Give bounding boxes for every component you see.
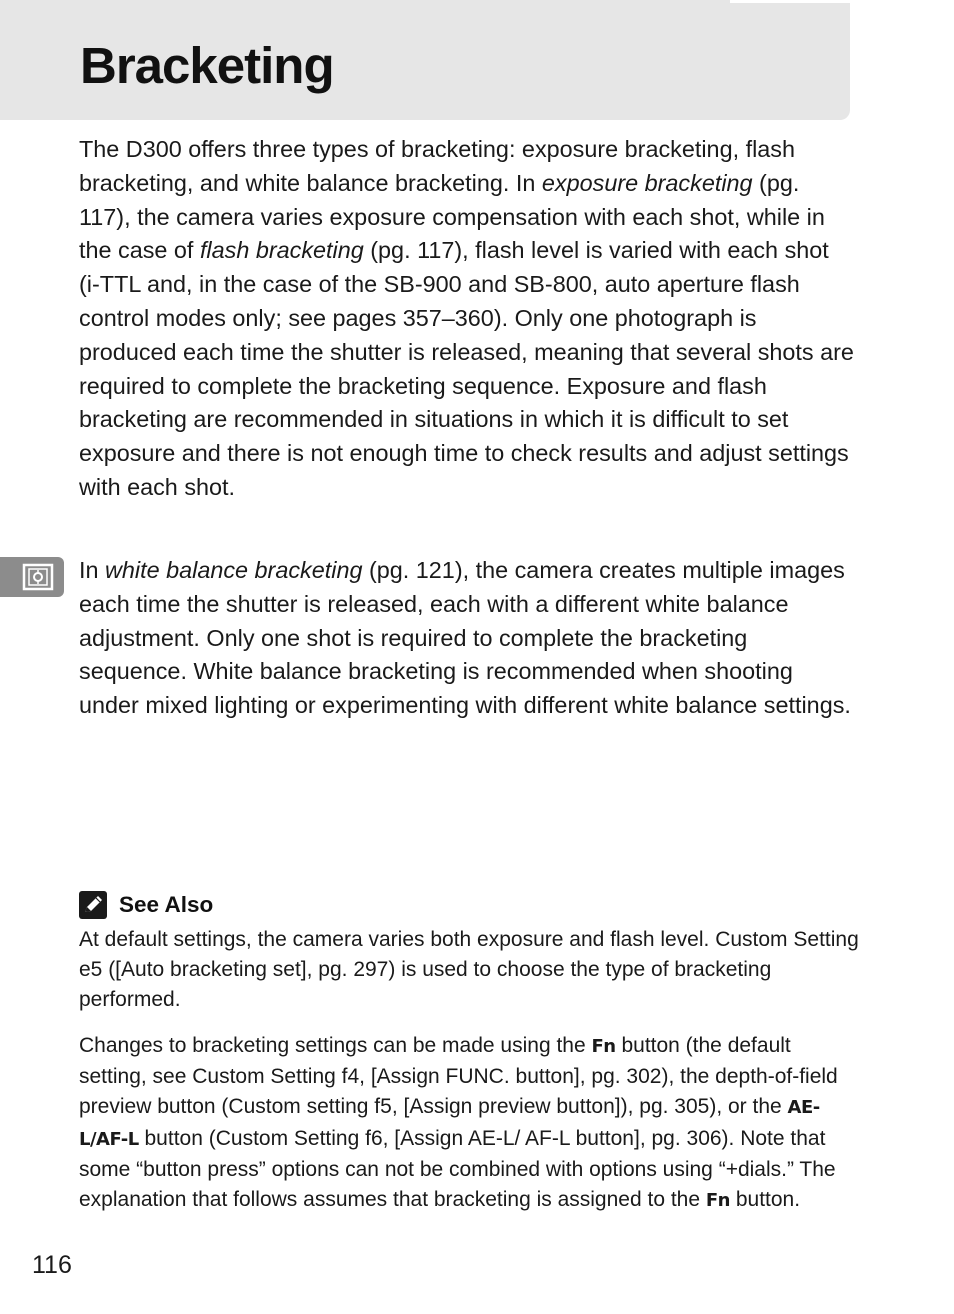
text-run: (pg. 117), flash level is varied with each shot (i-TTL and, in the case of the SB-900 and SB-800, auto aperture flash control modes only; see pages 357–360). Only one photograph is produced each time the shutter is released, meaning that several shots are required to complete the bracketing sequence. Exposure and flash bracketing are recommended in situations in which it is difficult to set exposure and there is not enough time to check results and adjust settings with each shot. bbox=[79, 237, 854, 500]
text-run: At default settings, the camera varies both exposure and flash level. Custom Setting e5 ([Auto bracketing set], pg. 297) is used to choose the type of bracketing performed. bbox=[79, 928, 859, 1012]
see-also-heading: See Also bbox=[119, 892, 214, 917]
button-name-glyph: Fn bbox=[591, 1036, 616, 1057]
text-run: button. bbox=[730, 1188, 801, 1212]
intro-paragraph-1 bbox=[79, 133, 854, 505]
see-also-paragraph-1 bbox=[79, 925, 859, 1016]
text-run: (pg. 121), the camera creates multiple images each time the shutter is released, each with a different white balance adjustment. Only one shot is required to complete the bracketing sequence. White balance bracketing is recommended when shooting under mixed lighting or experimenting with different white balance settings. bbox=[79, 557, 851, 719]
page-title: Bracketing bbox=[80, 37, 334, 94]
text-run: In bbox=[79, 557, 106, 583]
see-also-paragraph-2 bbox=[79, 1031, 859, 1216]
intro-paragraph-2-text bbox=[79, 554, 854, 723]
button-name-glyph: AE-L/AF-L bbox=[79, 1097, 820, 1150]
emphasized-term: exposure bracketing bbox=[541, 169, 753, 196]
see-also-paragraph-1-text bbox=[79, 925, 859, 1016]
section-tab-marker bbox=[0, 557, 64, 597]
text-run: (pg. 117), the camera varies exposure compensation with each shot, while in the case of bbox=[79, 169, 825, 264]
button-name-glyph: Fn bbox=[705, 1190, 730, 1212]
see-also-paragraph-2-text bbox=[79, 1031, 859, 1216]
text-run: Changes to bracketing settings can be made using the bbox=[79, 1034, 592, 1057]
emphasized-term: flash bracketing bbox=[199, 237, 364, 264]
see-also-header bbox=[79, 889, 213, 921]
text-run: button (the default setting, see Custom Setting f4, [Assign FUNC. button], pg. 302), the depth-of-field preview button (Custom setting f5, [Assign preview button]), pg. 305), or the bbox=[79, 1034, 838, 1119]
text-run: button (Custom Setting f6, [Assign AE-L/ AF-L button], pg. 306). Note that some “button press” options can not be combined with options using “+dials.” The explanation that follows assumes that bracketing is assigned to the bbox=[79, 1126, 836, 1212]
intro-paragraph-1-text bbox=[79, 133, 854, 505]
text-run: The D300 offers three types of bracketing: exposure bracketing, flash bracketing, and white balance bracketing. In bbox=[79, 136, 795, 196]
intro-paragraph-2 bbox=[79, 554, 854, 723]
title-band-edge bbox=[730, 0, 850, 3]
page-number: 116 bbox=[32, 1251, 72, 1279]
pencil-note-icon bbox=[79, 891, 107, 919]
bracketing-frame-icon bbox=[22, 563, 54, 591]
emphasized-term: white balance bracketing bbox=[105, 557, 363, 583]
